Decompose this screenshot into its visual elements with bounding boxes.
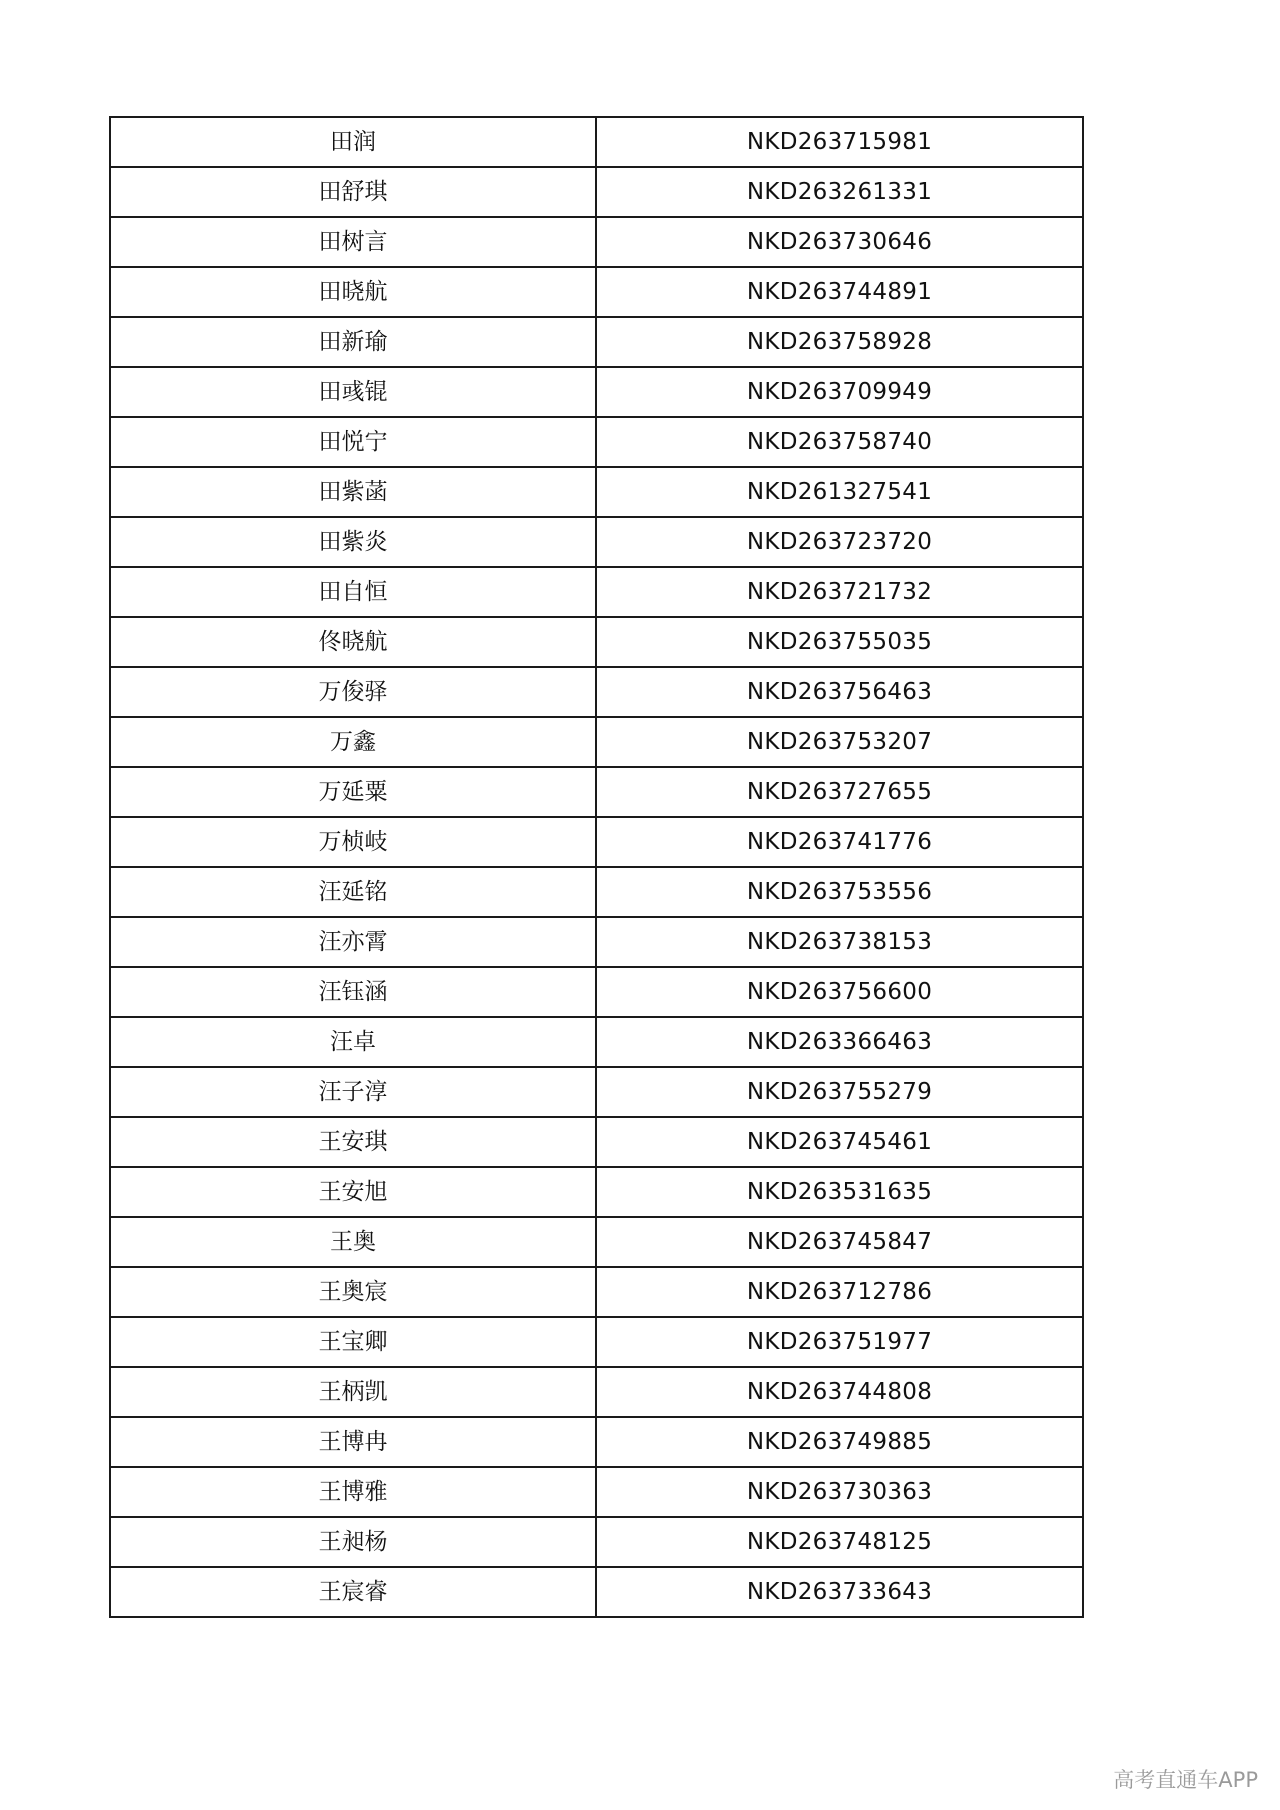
registration-id-cell: NKD263756463 xyxy=(596,667,1083,717)
registration-id-cell: NKD263753207 xyxy=(596,717,1083,767)
student-name-cell: 王昶杨 xyxy=(110,1517,596,1567)
student-name-cell: 汪子淳 xyxy=(110,1067,596,1117)
student-name-cell: 王宝卿 xyxy=(110,1317,596,1367)
student-name-cell: 田晓航 xyxy=(110,267,596,317)
table-row xyxy=(110,1367,1083,1417)
student-name-cell: 田新瑜 xyxy=(110,317,596,367)
registration-id-cell: NKD263721732 xyxy=(596,567,1083,617)
student-name-cell: 王奥宸 xyxy=(110,1267,596,1317)
table-row xyxy=(110,1467,1083,1517)
registration-id-cell: NKD263744891 xyxy=(596,267,1083,317)
registration-id-cell: NKD263755279 xyxy=(596,1067,1083,1117)
table-row xyxy=(110,1517,1083,1567)
watermark-text: 高考直通车APP xyxy=(1113,1768,1258,1792)
registration-id-cell: NKD263755035 xyxy=(596,617,1083,667)
student-name-cell: 田树言 xyxy=(110,217,596,267)
registration-id-cell: NKD263758928 xyxy=(596,317,1083,367)
table-row xyxy=(110,1567,1083,1617)
table-row xyxy=(110,917,1083,967)
student-name-cell: 王安旭 xyxy=(110,1167,596,1217)
table-row xyxy=(110,567,1083,617)
registration-id-cell: NKD263709949 xyxy=(596,367,1083,417)
student-name-cell: 田紫菡 xyxy=(110,467,596,517)
table-row xyxy=(110,1017,1083,1067)
registration-id-cell: NKD263756600 xyxy=(596,967,1083,1017)
registration-id-cell: NKD263744808 xyxy=(596,1367,1083,1417)
table-row xyxy=(110,1067,1083,1117)
table-row xyxy=(110,867,1083,917)
table-row xyxy=(110,1317,1083,1367)
table-row xyxy=(110,1217,1083,1267)
student-name-cell: 汪卓 xyxy=(110,1017,596,1067)
registration-id-cell: NKD263748125 xyxy=(596,1517,1083,1567)
registration-id-cell: NKD263723720 xyxy=(596,517,1083,567)
table-row xyxy=(110,617,1083,667)
table-row xyxy=(110,217,1083,267)
table-row xyxy=(110,167,1083,217)
table-row xyxy=(110,1267,1083,1317)
table-row xyxy=(110,967,1083,1017)
student-name-cell: 王博雅 xyxy=(110,1467,596,1517)
student-name-cell: 王宸睿 xyxy=(110,1567,596,1617)
registration-id-cell: NKD263745461 xyxy=(596,1117,1083,1167)
student-name-cell: 田舒琪 xyxy=(110,167,596,217)
registration-id-cell: NKD263749885 xyxy=(596,1417,1083,1467)
registration-id-cell: NKD263730363 xyxy=(596,1467,1083,1517)
table-row xyxy=(110,117,1083,167)
student-name-cell: 田润 xyxy=(110,117,596,167)
student-name-cell: 汪亦霄 xyxy=(110,917,596,967)
student-name-cell: 万鑫 xyxy=(110,717,596,767)
student-name-cell: 万延粟 xyxy=(110,767,596,817)
student-name-cell: 王博冉 xyxy=(110,1417,596,1467)
registration-id-cell: NKD263753556 xyxy=(596,867,1083,917)
registration-id-cell: NKD263366463 xyxy=(596,1017,1083,1067)
student-name-cell: 王柄凯 xyxy=(110,1367,596,1417)
registration-id-cell: NKD263751977 xyxy=(596,1317,1083,1367)
table-row xyxy=(110,517,1083,567)
table-row xyxy=(110,1117,1083,1167)
table-row xyxy=(110,817,1083,867)
student-name-cell: 汪钰涵 xyxy=(110,967,596,1017)
registration-id-cell: NKD263261331 xyxy=(596,167,1083,217)
student-name-cell: 佟晓航 xyxy=(110,617,596,667)
registration-id-cell: NKD263741776 xyxy=(596,817,1083,867)
table-row xyxy=(110,1417,1083,1467)
registration-id-cell: NKD263738153 xyxy=(596,917,1083,967)
registration-id-cell: NKD263715981 xyxy=(596,117,1083,167)
student-name-cell: 万桢岐 xyxy=(110,817,596,867)
student-name-cell: 万俊驿 xyxy=(110,667,596,717)
table-row xyxy=(110,417,1083,467)
table-row xyxy=(110,467,1083,517)
roster-table-body xyxy=(110,117,1083,1617)
table-row xyxy=(110,317,1083,367)
registration-id-cell: NKD263730646 xyxy=(596,217,1083,267)
student-name-cell: 田彧锟 xyxy=(110,367,596,417)
student-name-cell: 汪延铭 xyxy=(110,867,596,917)
table-row xyxy=(110,767,1083,817)
table-row xyxy=(110,667,1083,717)
registration-id-cell: NKD261327541 xyxy=(596,467,1083,517)
student-name-cell: 田悦宁 xyxy=(110,417,596,467)
registration-id-cell: NKD263733643 xyxy=(596,1567,1083,1617)
table-row xyxy=(110,367,1083,417)
table-row xyxy=(110,717,1083,767)
registration-id-cell: NKD263758740 xyxy=(596,417,1083,467)
roster-table xyxy=(109,116,1084,1618)
table-row xyxy=(110,267,1083,317)
registration-id-cell: NKD263727655 xyxy=(596,767,1083,817)
table-row xyxy=(110,1167,1083,1217)
student-name-cell: 王奥 xyxy=(110,1217,596,1267)
student-name-cell: 田自恒 xyxy=(110,567,596,617)
registration-id-cell: NKD263712786 xyxy=(596,1267,1083,1317)
registration-id-cell: NKD263745847 xyxy=(596,1217,1083,1267)
student-name-cell: 王安琪 xyxy=(110,1117,596,1167)
registration-id-cell: NKD263531635 xyxy=(596,1167,1083,1217)
student-name-cell: 田紫炎 xyxy=(110,517,596,567)
